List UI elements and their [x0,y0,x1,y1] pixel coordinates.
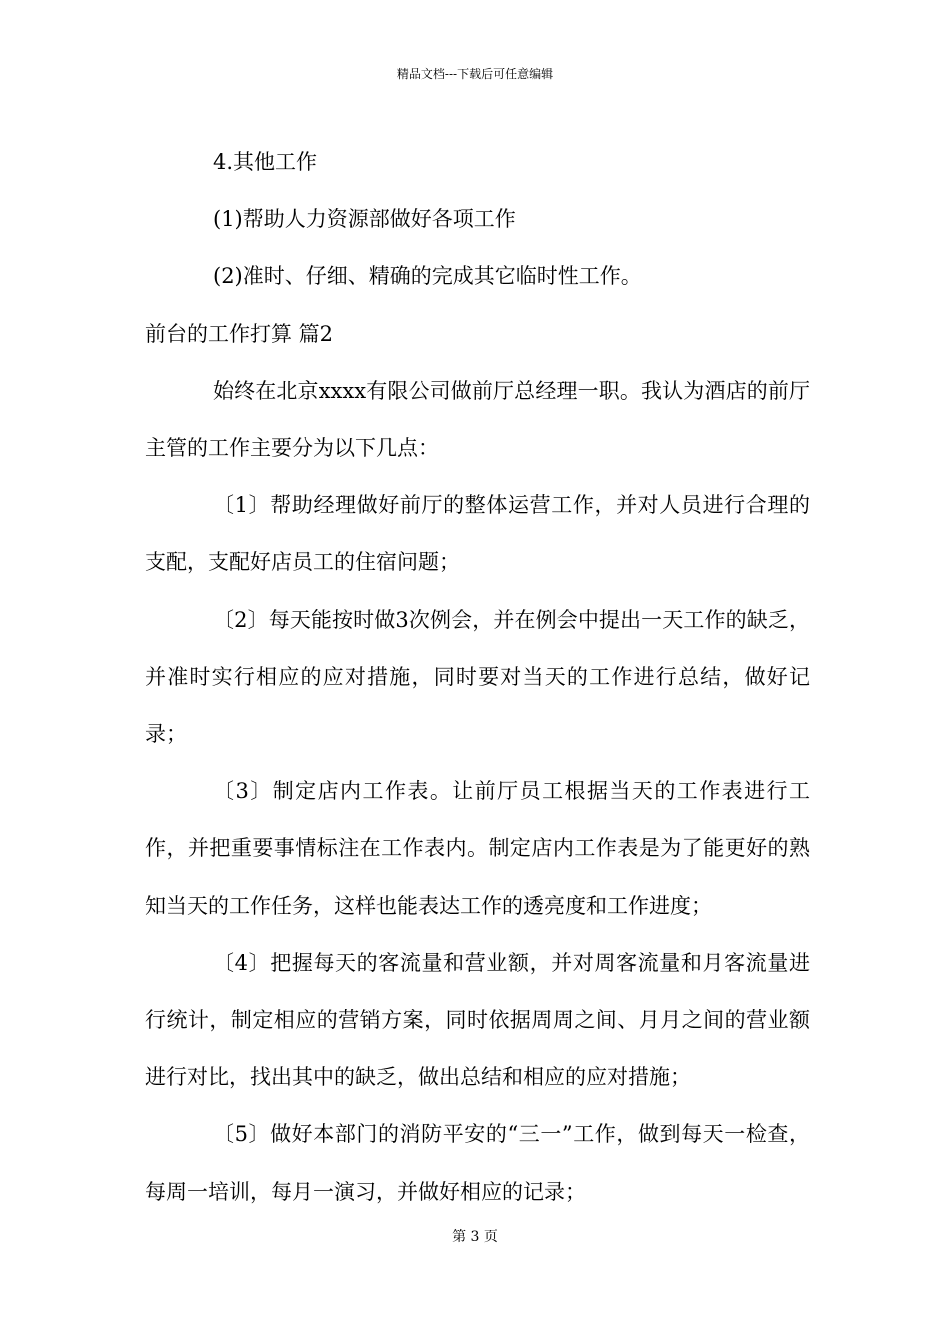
list-item: 〔3〕制定店内工作表。让前厅员工根据当天的工作表进行工作，并把重要事情标注在工作表内。制定店内工作表是为了能更好的熟知当天的工作任务，这样也能表达工作的透亮度和工作进度； [145,779,810,918]
section-heading-other-work: 4.其他工作 [213,150,318,174]
list-item: 〔2〕每天能按时做3次例会，并在例会中提出一天工作的缺乏，并准时实行相应的应对措施，同时要对当天的工作进行总结，做好记录； [145,607,810,747]
article-title: 前台的工作打算 篇2 [145,321,334,346]
paragraph-intro: 始终在北京xxxx有限公司做前厅总经理一职。我认为酒店的前厅主管的工作主要分为以下几点： [145,378,810,461]
page-header: 精品文档---下载后可任意编辑 [396,67,554,81]
page-number: 第 3 页 [452,1229,498,1245]
list-item: 〔4〕把握每天的客流量和营业额，并对周客流量和月客流量进行统计，制定相应的营销方案，同时依据周周之间、月月之间的营业额进行对比，找出其中的缺乏，做出总结和相应的应对措施； [145,950,810,1090]
list-item: 〔1〕帮助经理做好前厅的整体运营工作，并对人员进行合理的支配，支配好店员工的住宿问题； [145,493,810,575]
document-body [145,134,810,1221]
list-item: (1)帮助人力资源部做好各项工作 [213,207,516,232]
list-item: 〔5〕做好本部门的消防平安的“三一”工作，做到每天一检查，每周一培训，每月一演习，并做好相应的记录； [145,1122,810,1204]
list-item: (2)准时、仔细、精确的完成其它临时性工作。 [213,264,642,289]
